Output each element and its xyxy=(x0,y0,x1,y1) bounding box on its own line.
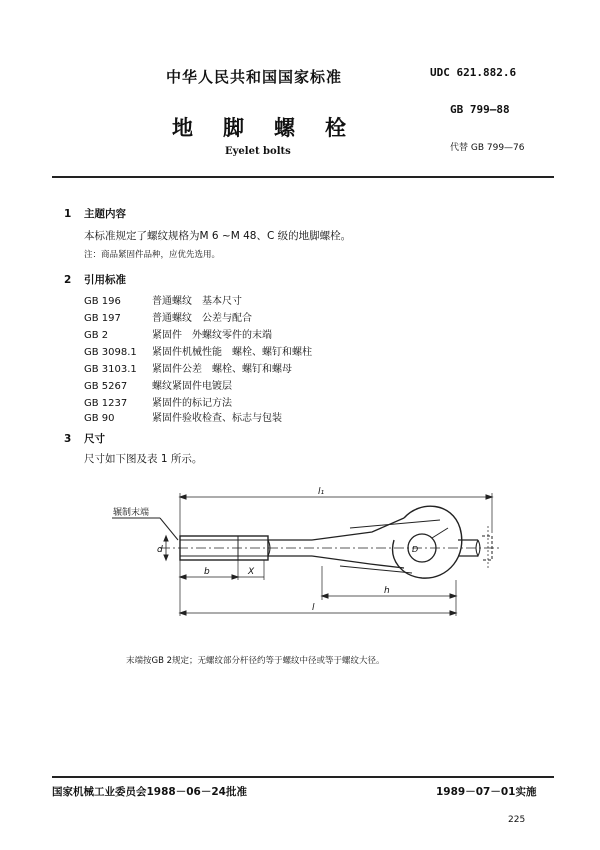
label-l: l xyxy=(312,603,315,613)
document-title-en: Eyelet bolts xyxy=(225,146,291,157)
end-label-leader xyxy=(160,518,178,540)
section-2-title: 引用标准 xyxy=(84,274,126,286)
label-l1: l₁ xyxy=(318,487,325,497)
standard-number: GB 799—88 xyxy=(450,103,510,116)
reference-title: 螺纹紧固件电镀层 xyxy=(152,381,232,392)
issuing-authority: 中华人民共和国国家标准 xyxy=(166,68,343,86)
section-3-number: 3 xyxy=(64,433,72,445)
section-1-title: 主题内容 xyxy=(84,208,126,220)
reference-code: GB 2 xyxy=(84,330,109,341)
section-1-text: 本标准规定了螺纹规格为M 6 ~M 48、C 级的地脚螺栓。 xyxy=(84,230,352,242)
reference-title: 紧固件的标记方法 xyxy=(152,398,232,409)
label-rolled-end: 辗制末端 xyxy=(113,508,150,518)
approval-line: 国家机械工业委员会1988－06－24批准 xyxy=(52,786,247,798)
reference-title: 紧固件机械性能 螺栓、螺钉和螺柱 xyxy=(152,347,312,358)
shank-lower-curve xyxy=(312,556,404,568)
section-1-number: 1 xyxy=(64,208,72,220)
section-3-text: 尺寸如下图及表 1 所示。 xyxy=(84,453,203,465)
section-1-note: 注：商品紧固件品种，应优先选用。 xyxy=(84,250,221,260)
reference-code: GB 3103.1 xyxy=(84,364,137,375)
reference-title: 紧固件验收检查、标志与包装 xyxy=(152,413,282,424)
footer-rule xyxy=(52,776,554,778)
label-b: b xyxy=(204,567,210,577)
label-h: h xyxy=(384,586,390,596)
reference-title: 普通螺纹 基本尺寸 xyxy=(152,296,242,307)
reference-title: 普通螺纹 公差与配合 xyxy=(152,313,252,324)
shank-upper-curve xyxy=(312,518,404,540)
reference-code: GB 197 xyxy=(84,313,121,324)
reference-title: 紧固件 外螺纹零件的末端 xyxy=(152,330,272,341)
replaces-standard: 代替 GB 799—76 xyxy=(450,143,525,153)
reference-title: 紧固件公差 螺栓、螺钉和螺母 xyxy=(152,364,292,375)
figure-caption: 末端按GB 2规定；无螺纹部分杆径约等于螺纹中径或等于螺纹大径。 xyxy=(126,656,385,666)
document-title-cn: 地脚螺栓 xyxy=(172,116,376,140)
section-2-number: 2 xyxy=(64,274,72,286)
page-number: 225 xyxy=(508,815,526,825)
effective-date: 1989－07－01实施 xyxy=(436,786,537,798)
reference-code: GB 5267 xyxy=(84,381,128,392)
reference-code: GB 1237 xyxy=(84,398,128,409)
reference-code: GB 196 xyxy=(84,296,121,307)
label-x: X xyxy=(248,567,255,577)
label-d: d xyxy=(157,545,163,555)
section-3-title: 尺寸 xyxy=(84,433,105,445)
reference-code: GB 90 xyxy=(84,413,115,424)
shank-crossover xyxy=(340,520,440,573)
eye-diameter-leader xyxy=(432,528,448,538)
udc-code: UDC 621.882.6 xyxy=(430,66,517,79)
label-D: D xyxy=(412,545,419,554)
reference-code: GB 3098.1 xyxy=(84,347,137,358)
